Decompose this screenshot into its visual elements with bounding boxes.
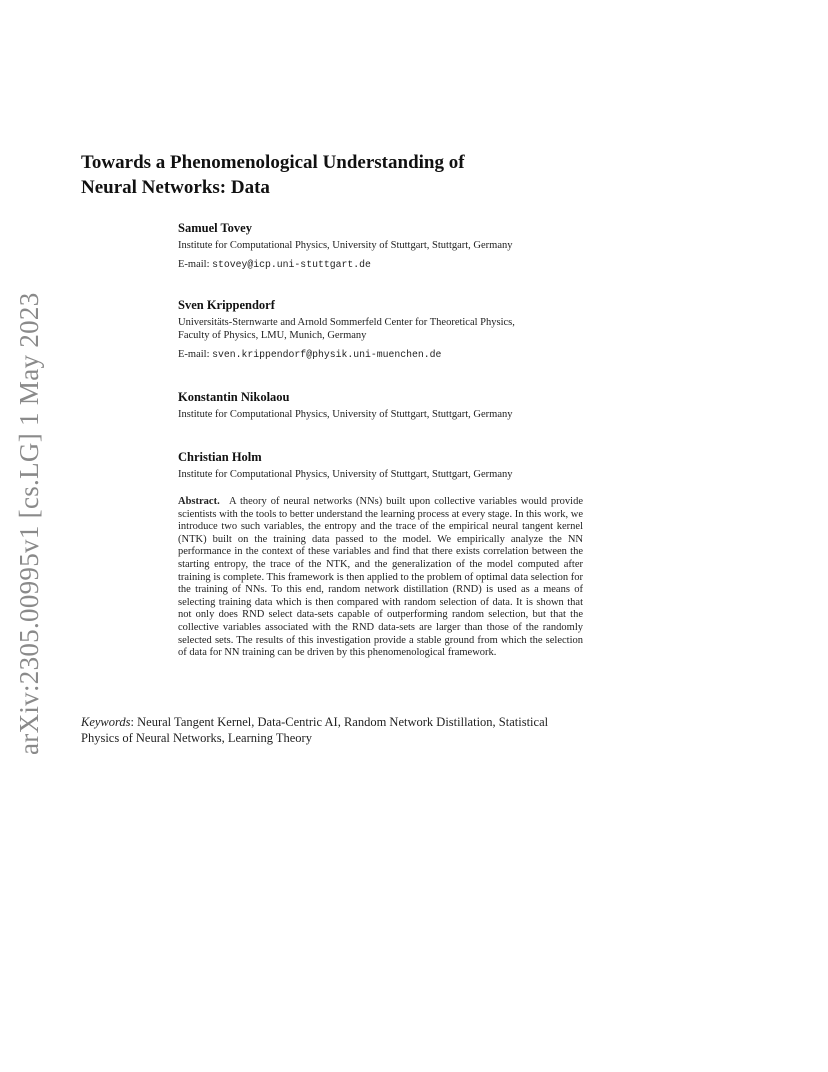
keywords-text: : Neural Tangent Kernel, Data-Centric AI, Random Network Distillation, Statistical Physics of Neural Networks, Learning Theory	[81, 715, 549, 745]
author-affiliation-line-2: Faculty of Physics, LMU, Munich, Germany	[178, 330, 367, 341]
author-name: Konstantin Nikolaou	[178, 390, 290, 404]
author-list	[178, 220, 598, 503]
author-affiliation-line-1: Universitäts-Sternwarte and Arnold Sommerfeld Center for Theoretical Physics,	[178, 317, 515, 328]
author-name: Samuel Tovey	[178, 221, 252, 235]
author-name: Christian Holm	[178, 450, 262, 464]
author-block-tovey	[178, 220, 598, 271]
author-email-line	[178, 348, 598, 361]
author-block-nikolaou	[178, 389, 598, 421]
keywords	[81, 714, 583, 746]
author-name: Sven Krippendorf	[178, 298, 275, 312]
email-label: E-mail:	[178, 259, 210, 270]
arxiv-identifier: arXiv:2305.00995v1 [cs.LG] 1 May 2023	[14, 292, 44, 755]
email-label: E-mail:	[178, 349, 210, 360]
paper-title	[81, 150, 601, 200]
author-affiliation: Institute for Computational Physics, University of Stuttgart, Stuttgart, Germany	[178, 240, 513, 251]
author-email-line	[178, 258, 598, 271]
title-line-2: Neural Networks: Data	[81, 177, 270, 198]
author-block-holm	[178, 449, 598, 481]
abstract-text: A theory of neural networks (NNs) built upon collective variables would provide scientists with the tools to better understand the learning process at every stage. In this work, we introduce two such variables, the entropy and the trace of the empirical neural tangent kernel (NTK) built on the training data passed to the model. We empirically analyze the NN performance in the context of these variables and find that there exists correlation between the starting entropy, the trace of the NTK, and the generalization of the model computed after training is complete. This framework is then applied to the problem of optimal data selection for the training of NNs. To this end, random network distillation (RND) is used as a means of selecting training data which is then compared with random selection of data. It is shown that not only does RND select data-sets capable of outperforming random selection, but that the collective variables associated with the RND data-sets are larger than those of the randomly selected sets. The results of this investigation provide a stable ground from which the selection of data for NN training can be driven by this phenomenological framework.	[178, 496, 583, 659]
keywords-label: Keywords	[81, 715, 131, 729]
abstract	[178, 496, 583, 660]
author-email-link[interactable]: stovey@icp.uni-stuttgart.de	[212, 259, 371, 270]
author-affiliation: Institute for Computational Physics, University of Stuttgart, Stuttgart, Germany	[178, 409, 513, 420]
author-block-krippendorf	[178, 297, 598, 361]
abstract-label: Abstract.	[178, 496, 220, 507]
author-affiliation: Institute for Computational Physics, University of Stuttgart, Stuttgart, Germany	[178, 469, 513, 480]
title-line-1: Towards a Phenomenological Understanding of	[81, 152, 465, 173]
author-email-link[interactable]: sven.krippendorf@physik.uni-muenchen.de	[212, 349, 442, 360]
